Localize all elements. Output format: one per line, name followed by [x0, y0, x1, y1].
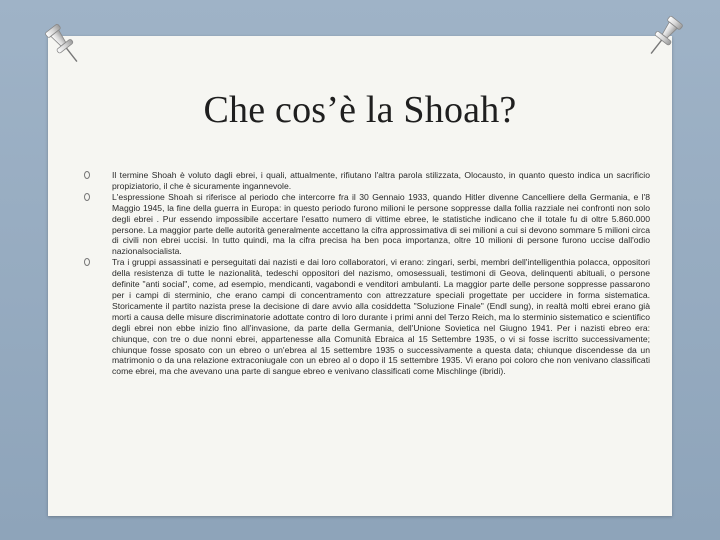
bullet-text: Tra i gruppi assassinati e perseguitati dai nazisti e dai loro collaboratori, vi erano: zingari, serbi, membri dell'intelligenthia polacca, oppositori della resistenza di tutte le nazionalità, tedeschi oppositori del nazismo, omosessuali, testimoni di Geova, delinquenti abituali, o persone definite "anti social", come, ad esempio, mendicanti, vagabondi e venditori ambulanti. La maggior parte delle persone soppresse passarono per i campi di sterminio, che erano campi di concentramento con attrezzature speciali progettate per uccidere in forma sistematica. Storicamente il partito nazista prese la decisione di dare avvio alla cosiddetta "Soluzione Finale" (Endl sung), in realtà molti ebrei erano già morti a causa delle misure discriminatorie adottate contro di loro durante i primi anni del Terzo Reich, ma lo sterminio sistematico e scientifico degli ebrei non ebbe inizio fino all'invasione, da parte della Germania, dell'Unione Sovietica nel Giugno 1941. Per i nazisti ebreo era: chiunque, con tre o due nonni ebrei, appartenesse alla Comunità Ebraica al 15 Settembre 1935, o vi si fosse iscritto successivamente; chiunque fosse sposato con un ebreo o un'ebrea al 15 settembre 1935 o successivamente a questa data; chiunque discendesse da un matrimonio o da una relazione extraconiugale con un ebreo al o dopo il 15 settembre 1935. Vi erano poi coloro che non venivano classificati come ebrei, ma che avevano una parte di sangue ebreo e venivano classificati come Mischlinge (ibridi). [112, 257, 650, 377]
bullet-text: L'espressione Shoah si riferisce al periodo che intercorre fra il 30 Gennaio 1933, quando Hitler divenne Cancelliere della Germania, e l'8 Maggio 1945, la fine della guerra in Europa: in questo periodo furono milioni le persone soppresse dalla follia razziale nei confronti non solo degli ebrei . Pur essendo impossibile accertare l'esatto numero di vittime ebree, le statistiche indicano che il totale fu di oltre 5.860.000 persone. La maggior parte delle autorità generalmente accettano la cifra approssimativa di sei milioni a cui si devono sommare 5 milioni circa di civili non ebrei uccisi. In tutto quindi, ma la cifra precisa ha ben poca importanza, oltre 10 milioni di persone furono uccise dall'odio nazionalsocialista. [112, 191, 650, 257]
bullet-item [84, 192, 650, 257]
bullet-list [84, 170, 650, 377]
bullet-circle-icon [84, 171, 90, 179]
bullet-circle-icon [84, 193, 90, 201]
slide-title: Che cos’è la Shoah? [203, 89, 517, 131]
bullet-text: Il termine Shoah è voluto dagli ebrei, i quali, attualmente, rifiutano l'altra parola stilizzata, Olocausto, in quanto questo indica un sacrificio propiziatorio, il che è sicuramente ingannevole. [112, 170, 650, 191]
bullet-circle-icon [84, 258, 90, 266]
bullet-item [84, 257, 650, 377]
bullet-item [84, 170, 650, 192]
